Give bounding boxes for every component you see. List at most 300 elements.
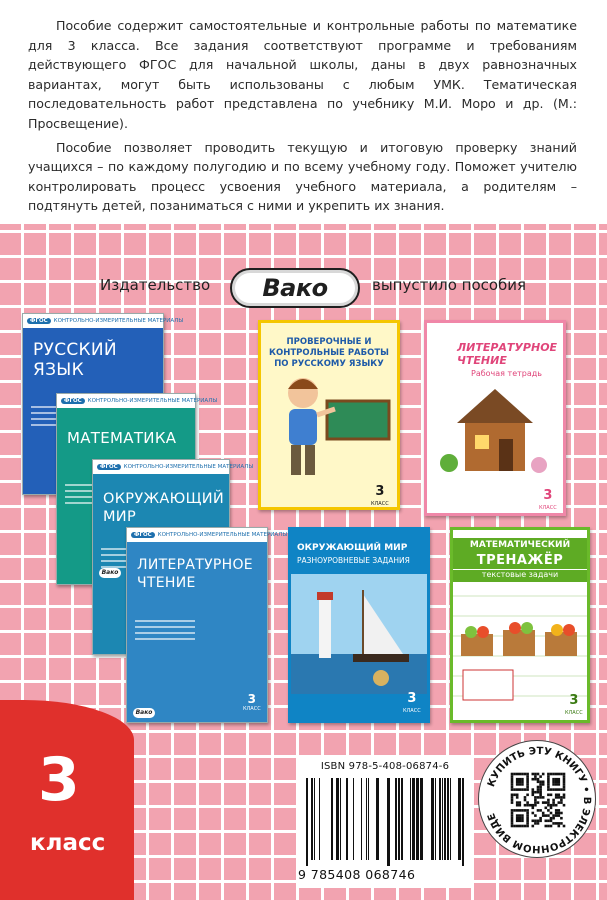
qr-module bbox=[532, 791, 535, 794]
qr-module bbox=[519, 788, 522, 791]
book-title-line-2: ТРЕНАЖЁР bbox=[453, 552, 587, 569]
qr-module bbox=[524, 825, 527, 828]
qr-module bbox=[537, 809, 540, 812]
qr-module bbox=[542, 781, 545, 784]
qr-module bbox=[524, 809, 527, 812]
qr-module bbox=[513, 794, 516, 797]
qr-module bbox=[534, 801, 537, 804]
qr-module bbox=[511, 773, 514, 776]
qr-module bbox=[516, 804, 519, 807]
book-world-levels[interactable] bbox=[288, 527, 430, 723]
qr-module bbox=[547, 804, 550, 807]
barcode-bar bbox=[416, 778, 419, 860]
qr-module bbox=[552, 801, 555, 804]
qr-modules bbox=[511, 773, 566, 828]
qr-module bbox=[526, 775, 529, 778]
qr-module bbox=[550, 817, 553, 820]
qr-module bbox=[526, 778, 529, 781]
qr-module bbox=[547, 788, 550, 791]
qr-module bbox=[519, 825, 522, 828]
qr-module bbox=[555, 822, 558, 825]
qr-module bbox=[511, 809, 514, 812]
qr-module bbox=[516, 814, 519, 817]
qr-module bbox=[532, 794, 535, 797]
qr-module bbox=[521, 814, 524, 817]
barcode-bar bbox=[431, 778, 434, 860]
qr-module bbox=[547, 786, 550, 789]
qr-module bbox=[511, 796, 514, 799]
house-illustration bbox=[427, 383, 563, 493]
qr-module bbox=[555, 796, 558, 799]
qr-module bbox=[552, 778, 555, 781]
qr-module bbox=[524, 773, 527, 776]
fgos-badge: ФГОС bbox=[61, 398, 85, 404]
qr-purchase-badge[interactable] bbox=[478, 740, 596, 858]
qr-module bbox=[542, 796, 545, 799]
series-band bbox=[57, 394, 218, 408]
qr-module bbox=[552, 783, 555, 786]
fgos-badge: ФГОС bbox=[97, 464, 121, 470]
barcode-bar bbox=[366, 778, 367, 860]
book-subtitle: текстовые задачи bbox=[453, 570, 587, 582]
qr-module bbox=[537, 786, 540, 789]
qr-module bbox=[539, 781, 542, 784]
content-lines bbox=[135, 620, 195, 644]
isbn-barcode-block bbox=[296, 756, 474, 888]
qr-module bbox=[558, 814, 561, 817]
book-math-trainer[interactable] bbox=[450, 527, 590, 723]
publisher-line bbox=[0, 268, 607, 308]
qr-module bbox=[547, 814, 550, 817]
barcode-bar bbox=[398, 778, 400, 860]
qr-module bbox=[550, 825, 553, 828]
qr-module bbox=[511, 794, 514, 797]
lighthouse-illustration bbox=[291, 574, 427, 694]
book-title: ЛИТЕРАТУРНОЕ ЧТЕНИЕ bbox=[457, 341, 558, 367]
qr-module bbox=[555, 804, 558, 807]
qr-module bbox=[560, 796, 563, 799]
qr-module bbox=[560, 799, 563, 802]
qr-module bbox=[526, 820, 529, 823]
barcode-bar bbox=[376, 778, 379, 860]
series-band bbox=[127, 528, 288, 542]
qr-module bbox=[511, 814, 514, 817]
grade-label: 3 КЛАСС bbox=[403, 691, 421, 714]
qr-module bbox=[542, 773, 545, 776]
qr-module bbox=[534, 799, 537, 802]
barcode-bar bbox=[450, 778, 451, 860]
qr-module bbox=[511, 799, 514, 802]
qr-module bbox=[534, 775, 537, 778]
qr-module bbox=[521, 820, 524, 823]
qr-module bbox=[524, 804, 527, 807]
qr-module bbox=[516, 825, 519, 828]
qr-module bbox=[542, 783, 545, 786]
qr-module bbox=[526, 825, 529, 828]
book-kim-literature[interactable] bbox=[126, 527, 288, 723]
qr-module bbox=[539, 786, 542, 789]
qr-module bbox=[558, 812, 561, 815]
qr-module bbox=[524, 799, 527, 802]
barcode-bar bbox=[401, 778, 403, 860]
qr-module bbox=[519, 783, 522, 786]
grade-label: 3 КЛАСС bbox=[371, 484, 389, 507]
barcode-bar bbox=[361, 778, 362, 860]
qr-module bbox=[516, 817, 519, 820]
qr-module bbox=[545, 825, 548, 828]
qr-module bbox=[519, 804, 522, 807]
barcode-bar bbox=[319, 778, 320, 860]
qr-module bbox=[511, 783, 514, 786]
qr-module bbox=[550, 773, 553, 776]
qr-module bbox=[547, 794, 550, 797]
series-label: КОНТРОЛЬНО-ИЗМЕРИТЕЛЬНЫЕ МАТЕРИАЛЫ bbox=[53, 318, 184, 324]
series-label: КОНТРОЛЬНО-ИЗМЕРИТЕЛЬНЫЕ МАТЕРИАЛЫ bbox=[123, 464, 254, 470]
book-subtitle: Рабочая тетрадь bbox=[471, 369, 543, 378]
qr-module bbox=[534, 791, 537, 794]
qr-module bbox=[539, 788, 542, 791]
grade-label: 3 КЛАСС bbox=[565, 693, 583, 716]
qr-module bbox=[563, 825, 566, 828]
book-title: ОКРУЖАЮЩИЙ МИР bbox=[297, 543, 408, 553]
qr-module bbox=[532, 820, 535, 823]
book-title: МАТЕМАТИКА bbox=[67, 429, 177, 447]
publisher-label: Издательство bbox=[100, 276, 211, 294]
barcode-bar bbox=[331, 778, 333, 860]
qr-module bbox=[550, 812, 553, 815]
qr-module bbox=[552, 817, 555, 820]
description-block bbox=[0, 0, 607, 224]
series-label: КОНТРОЛЬНО-ИЗМЕРИТЕЛЬНЫЕ МАТЕРИАЛЫ bbox=[87, 398, 218, 404]
vako-mini-logo: Вако bbox=[99, 568, 121, 578]
qr-module bbox=[521, 773, 524, 776]
qr-module bbox=[534, 796, 537, 799]
barcode-digits: 9 785408 068746 bbox=[298, 867, 416, 882]
qr-module bbox=[521, 825, 524, 828]
book-title: РУССКИЙ ЯЗЫК bbox=[33, 340, 117, 380]
qr-code-icon[interactable] bbox=[479, 741, 597, 859]
qr-module bbox=[537, 778, 540, 781]
barcode-bar bbox=[462, 778, 464, 866]
qr-module bbox=[552, 804, 555, 807]
qr-module bbox=[558, 781, 561, 784]
grade-label: 3 КЛАСС bbox=[243, 692, 261, 712]
qr-module bbox=[513, 788, 516, 791]
qr-module bbox=[532, 778, 535, 781]
barcode-bar bbox=[439, 778, 441, 860]
qr-module bbox=[563, 773, 566, 776]
qr-module bbox=[537, 822, 540, 825]
qr-module bbox=[558, 801, 561, 804]
qr-module bbox=[526, 781, 529, 784]
qr-module bbox=[534, 822, 537, 825]
qr-module bbox=[519, 809, 522, 812]
qr-module bbox=[526, 794, 529, 797]
book-title: ЛИТЕРАТУРНОЕ ЧТЕНИЕ bbox=[137, 557, 253, 591]
qr-module bbox=[563, 796, 566, 799]
qr-module bbox=[547, 778, 550, 781]
qr-module bbox=[550, 794, 553, 797]
qr-module bbox=[537, 788, 540, 791]
book-subtitle: РАЗНОУРОВНЕВЫЕ ЗАДАНИЯ bbox=[297, 556, 410, 565]
qr-module bbox=[511, 781, 514, 784]
qr-module bbox=[534, 773, 537, 776]
qr-module bbox=[532, 812, 535, 815]
book-literature-workbook[interactable] bbox=[424, 320, 566, 516]
vako-mini-logo: Вако bbox=[133, 708, 155, 718]
qr-module bbox=[558, 825, 561, 828]
qr-module bbox=[550, 820, 553, 823]
qr-module bbox=[524, 796, 527, 799]
qr-module bbox=[519, 773, 522, 776]
qr-module bbox=[539, 783, 542, 786]
qr-module bbox=[545, 814, 548, 817]
qr-module bbox=[511, 817, 514, 820]
qr-module bbox=[516, 778, 519, 781]
book-title: ОКРУЖАЮЩИЙ МИР bbox=[103, 491, 225, 525]
qr-module bbox=[519, 801, 522, 804]
qr-module bbox=[526, 809, 529, 812]
barcode-bar bbox=[458, 778, 461, 860]
qr-module bbox=[532, 825, 535, 828]
qr-module bbox=[511, 820, 514, 823]
qr-module bbox=[539, 791, 542, 794]
qr-module bbox=[542, 812, 545, 815]
qr-module bbox=[534, 778, 537, 781]
qr-module bbox=[547, 799, 550, 802]
qr-module bbox=[563, 778, 566, 781]
qr-module bbox=[552, 788, 555, 791]
qr-module bbox=[526, 817, 529, 820]
qr-module bbox=[558, 822, 561, 825]
qr-module bbox=[521, 781, 524, 784]
qr-module bbox=[516, 809, 519, 812]
qr-module bbox=[521, 783, 524, 786]
qr-module bbox=[552, 814, 555, 817]
qr-module bbox=[516, 773, 519, 776]
qr-module bbox=[542, 814, 545, 817]
barcode-bar bbox=[447, 778, 449, 860]
qr-ring-textpath: КУПИТЬ ЭТУ КНИГУ • В ЭЛЕКТРОННОМ ВИДЕ bbox=[486, 745, 593, 855]
qr-module bbox=[547, 825, 550, 828]
qr-module bbox=[547, 775, 550, 778]
qr-module bbox=[555, 794, 558, 797]
barcode-bar bbox=[314, 778, 315, 860]
qr-module bbox=[511, 775, 514, 778]
qr-module bbox=[563, 788, 566, 791]
qr-module bbox=[539, 817, 542, 820]
qr-module bbox=[560, 773, 563, 776]
qr-module bbox=[539, 796, 542, 799]
qr-module bbox=[511, 825, 514, 828]
barcode-bar bbox=[306, 778, 308, 866]
qr-module bbox=[563, 783, 566, 786]
qr-module bbox=[513, 809, 516, 812]
qr-module bbox=[560, 822, 563, 825]
qr-module bbox=[563, 794, 566, 797]
qr-module bbox=[558, 794, 561, 797]
barcode-bar bbox=[346, 778, 348, 860]
qr-module bbox=[537, 796, 540, 799]
qr-module bbox=[516, 820, 519, 823]
barcode-bar bbox=[353, 778, 354, 860]
fgos-badge: ФГОС bbox=[27, 318, 51, 324]
qr-module bbox=[519, 778, 522, 781]
grade-number: 3 bbox=[38, 745, 80, 815]
qr-module bbox=[537, 801, 540, 804]
qr-module bbox=[558, 783, 561, 786]
qr-module bbox=[513, 825, 516, 828]
qr-module bbox=[542, 801, 545, 804]
qr-module bbox=[519, 817, 522, 820]
qr-module bbox=[547, 801, 550, 804]
qr-module bbox=[516, 783, 519, 786]
qr-module bbox=[555, 788, 558, 791]
barcode-bar bbox=[442, 778, 443, 860]
qr-module bbox=[519, 820, 522, 823]
qr-module bbox=[552, 781, 555, 784]
qr-module bbox=[563, 775, 566, 778]
qr-module bbox=[526, 788, 529, 791]
barcode-bar bbox=[340, 778, 341, 860]
qr-module bbox=[511, 812, 514, 815]
qr-module bbox=[532, 804, 535, 807]
qr-module bbox=[560, 788, 563, 791]
logo-text: Вако bbox=[262, 274, 328, 302]
description-paragraph-1: Пособие содержит самостоятельные и контрольные работы по математике для 3 класса. Все задания соответствуют программе и требованиям действующего ФГОС для начальной школы, даны в двух равнозначных вариантах, могут быть использованы с любым УМК. Тематическая последовательность работ представлена по учебнику М.И. Моро и др. (М.: Просвещение). bbox=[28, 18, 577, 131]
qr-module bbox=[521, 817, 524, 820]
qr-module bbox=[555, 809, 558, 812]
qr-module bbox=[526, 786, 529, 789]
series-label: КОНТРОЛЬНО-ИЗМЕРИТЕЛЬНЫЕ МАТЕРИАЛЫ bbox=[157, 532, 288, 538]
book-test-russian[interactable] bbox=[258, 320, 400, 510]
qr-module bbox=[511, 778, 514, 781]
qr-module bbox=[560, 817, 563, 820]
barcode-bar bbox=[368, 778, 369, 860]
qr-module bbox=[560, 812, 563, 815]
qr-module bbox=[526, 814, 529, 817]
qr-module bbox=[537, 791, 540, 794]
qr-module bbox=[534, 820, 537, 823]
qr-module bbox=[526, 773, 529, 776]
qr-module bbox=[545, 801, 548, 804]
qr-module bbox=[552, 773, 555, 776]
qr-module bbox=[511, 822, 514, 825]
barcode-bar bbox=[336, 778, 339, 860]
qr-module bbox=[513, 773, 516, 776]
qr-module bbox=[511, 801, 514, 804]
series-band bbox=[93, 460, 254, 474]
qr-module bbox=[558, 773, 561, 776]
qr-module bbox=[526, 822, 529, 825]
barcode-bar bbox=[444, 778, 446, 860]
barcode-bar bbox=[435, 778, 436, 860]
qr-module bbox=[563, 804, 566, 807]
barcode-bar bbox=[387, 778, 390, 866]
barcode-bar bbox=[410, 778, 411, 860]
qr-module bbox=[516, 796, 519, 799]
qr-module bbox=[521, 788, 524, 791]
qr-module bbox=[532, 807, 535, 810]
qr-module bbox=[537, 820, 540, 823]
qr-module bbox=[563, 781, 566, 784]
qr-module bbox=[558, 796, 561, 799]
qr-module bbox=[526, 801, 529, 804]
qr-module bbox=[537, 773, 540, 776]
qr-module bbox=[547, 783, 550, 786]
barcode-icon bbox=[304, 778, 466, 866]
qr-module bbox=[526, 804, 529, 807]
qr-module bbox=[521, 809, 524, 812]
qr-module bbox=[539, 794, 542, 797]
barcode-bar bbox=[311, 778, 313, 860]
qr-module bbox=[560, 801, 563, 804]
grade-word: класс bbox=[30, 830, 106, 856]
qr-module bbox=[552, 799, 555, 802]
qr-module bbox=[534, 814, 537, 817]
grade-label: 3 КЛАСС bbox=[539, 488, 557, 511]
qr-module bbox=[547, 809, 550, 812]
qr-ring-text bbox=[486, 746, 592, 854]
qr-module bbox=[539, 775, 542, 778]
qr-module bbox=[519, 781, 522, 784]
publisher-suffix: выпустило пособия bbox=[372, 276, 527, 294]
qr-module bbox=[547, 781, 550, 784]
fgos-badge: ФГОС bbox=[131, 532, 155, 538]
qr-module bbox=[558, 788, 561, 791]
qr-module bbox=[555, 812, 558, 815]
barcode-bar bbox=[412, 778, 415, 860]
qr-module bbox=[550, 807, 553, 810]
qr-module bbox=[539, 820, 542, 823]
qr-module bbox=[550, 788, 553, 791]
qr-module bbox=[511, 788, 514, 791]
qr-module bbox=[532, 773, 535, 776]
qr-module bbox=[516, 781, 519, 784]
qr-module bbox=[552, 822, 555, 825]
qr-module bbox=[555, 781, 558, 784]
qr-module bbox=[534, 804, 537, 807]
qr-module bbox=[555, 773, 558, 776]
qr-module bbox=[547, 820, 550, 823]
description-paragraph-2: Пособие позволяет проводить текущую и итоговую проверку знаний учащихся – по каждому полугодию и по всему учебному году. Поможет учителю контролировать процесс усвоения учебного материала, а родителям – подтянуть детей, позаниматься с ними и укрепить их знания. bbox=[28, 139, 577, 214]
qr-module bbox=[558, 809, 561, 812]
qr-module bbox=[516, 794, 519, 797]
book-title-line-1: МАТЕМАТИЧЕСКИЙ bbox=[453, 538, 587, 552]
qr-module bbox=[563, 786, 566, 789]
qr-module bbox=[521, 778, 524, 781]
qr-module bbox=[519, 814, 522, 817]
qr-module bbox=[558, 778, 561, 781]
barcode-bar bbox=[395, 778, 397, 860]
qr-module bbox=[529, 804, 532, 807]
qr-module bbox=[516, 801, 519, 804]
qr-module bbox=[526, 812, 529, 815]
barcode-bar bbox=[420, 778, 423, 860]
qr-module bbox=[537, 781, 540, 784]
qr-module bbox=[555, 814, 558, 817]
qr-module bbox=[555, 783, 558, 786]
qr-module bbox=[550, 804, 553, 807]
series-band bbox=[23, 314, 184, 328]
qr-module bbox=[539, 809, 542, 812]
book-title: ПРОВЕРОЧНЫЕ И КОНТРОЛЬНЫЕ РАБОТЫ ПО РУССКОМУ ЯЗЫКУ bbox=[269, 337, 389, 369]
qr-module bbox=[547, 773, 550, 776]
isbn-label: ISBN 978-5-408-06874-6 bbox=[320, 761, 450, 772]
qr-module bbox=[526, 783, 529, 786]
qr-module bbox=[511, 786, 514, 789]
qr-module bbox=[545, 820, 548, 823]
